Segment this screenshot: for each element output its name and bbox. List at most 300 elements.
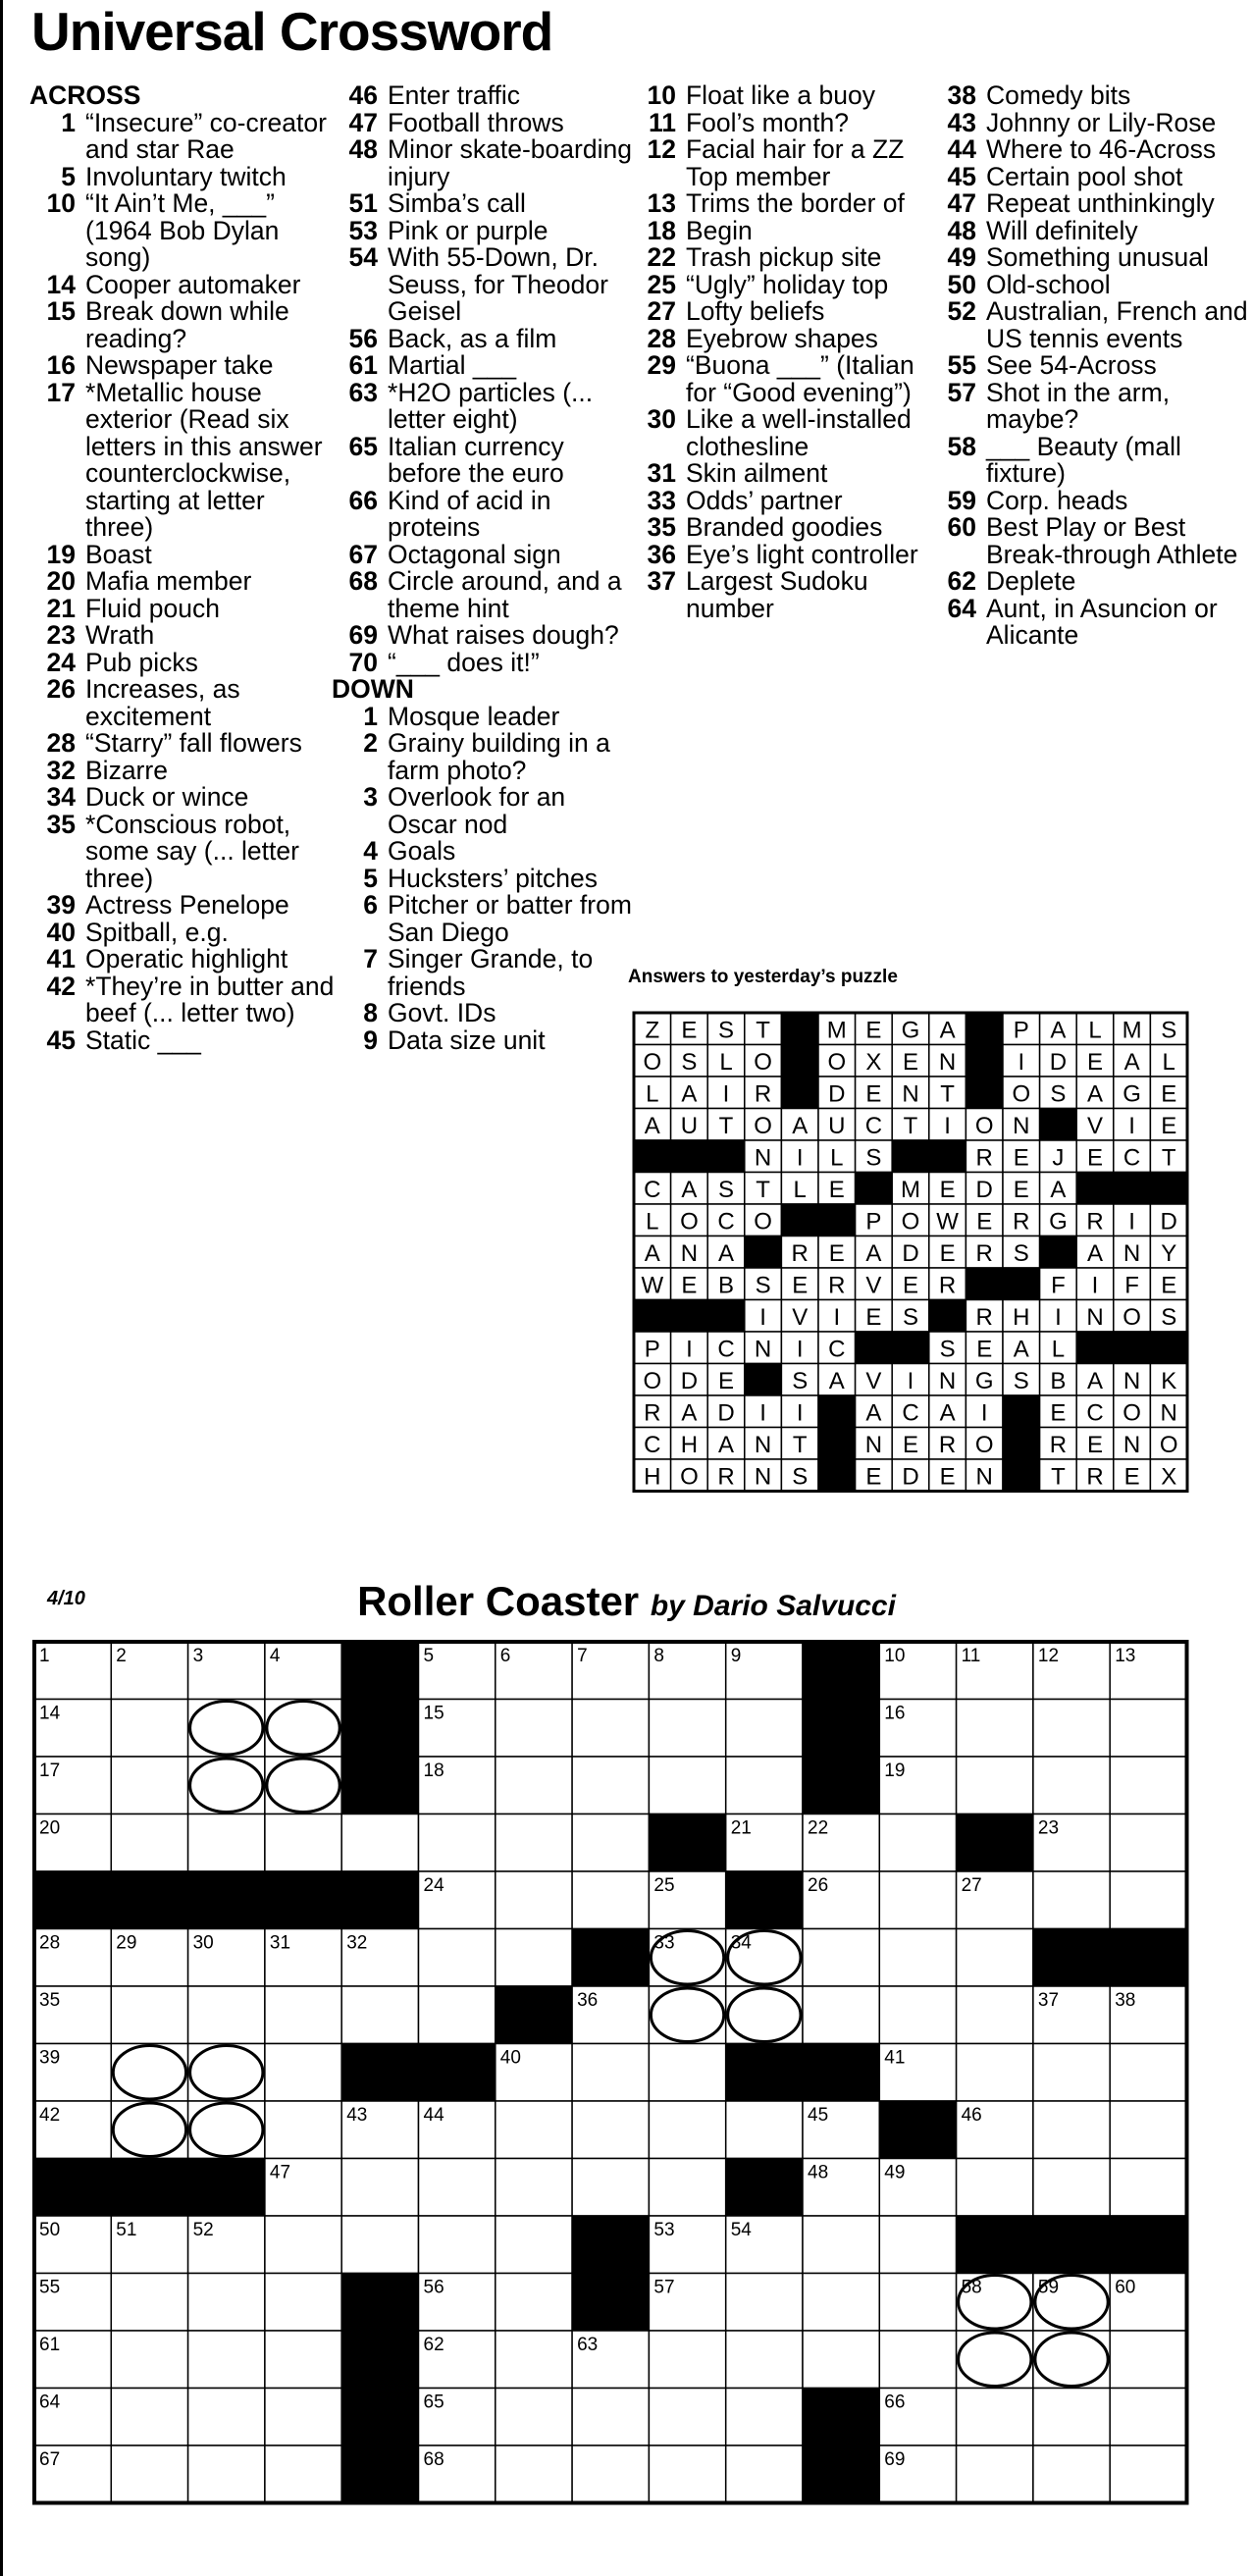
clue-number: 54 <box>348 242 378 272</box>
clue-text: Boast <box>85 539 152 569</box>
grid-number: 11 <box>961 1646 981 1666</box>
grid-number: 22 <box>808 1817 829 1839</box>
clue-number: 1 <box>61 107 76 137</box>
grid-number: 57 <box>653 2277 675 2298</box>
answer-letter: S <box>902 1303 919 1331</box>
clue-text: Singer Grande, to friends <box>388 944 594 1001</box>
clue <box>630 406 939 460</box>
clue-text: Italian currency before the euro <box>388 431 564 488</box>
clue <box>332 647 641 677</box>
grid-cell <box>649 1700 725 1758</box>
grid-cell <box>265 2216 341 2274</box>
grid-number: 64 <box>39 2392 61 2413</box>
page-title: Universal Crossword <box>31 1 553 62</box>
clue <box>630 269 939 299</box>
answer-letter: T <box>756 1017 770 1044</box>
clue <box>29 107 339 164</box>
answer-black-square <box>818 1428 856 1460</box>
clue-number: 51 <box>348 188 378 218</box>
clue-text: Like a well-installed clothesline <box>686 404 912 461</box>
answer-letter: G <box>1122 1080 1141 1108</box>
grid-cell <box>957 2389 1033 2446</box>
grid-cell <box>111 2389 187 2446</box>
clue <box>29 647 339 677</box>
grid-cell <box>726 2274 803 2332</box>
grid-cell <box>111 2445 187 2503</box>
answers-grid <box>632 1011 1197 1513</box>
answer-black-square <box>1003 1428 1040 1460</box>
grid-black-square <box>803 1757 879 1814</box>
grid-number: 47 <box>269 2162 291 2183</box>
clue-number: 56 <box>348 323 378 353</box>
clue-number: 34 <box>46 782 76 812</box>
clue <box>332 701 641 731</box>
grid-black-square <box>803 2389 879 2446</box>
clue-number: 17 <box>46 377 76 407</box>
clue-text: Pink or purple <box>388 215 548 245</box>
answer-black-square <box>781 1077 818 1109</box>
answer-letter: A <box>939 1399 956 1427</box>
grid-cell <box>188 2274 265 2332</box>
answer-black-square <box>671 1140 708 1173</box>
grid-cell <box>726 2331 803 2389</box>
grid-number: 36 <box>577 1990 599 2011</box>
clue-text: Back, as a film <box>388 323 557 353</box>
answer-black-square <box>1040 1109 1077 1141</box>
grid-number: 60 <box>1115 2277 1136 2298</box>
answer-letter: W <box>641 1272 664 1299</box>
answer-letter: X <box>865 1048 882 1076</box>
clue <box>29 539 339 569</box>
clue-number: 6 <box>363 890 378 920</box>
grid-number: 12 <box>1037 1646 1060 1666</box>
clue <box>332 215 641 245</box>
grid-number: 52 <box>192 2220 214 2240</box>
grid-number: 66 <box>884 2392 906 2413</box>
clue <box>630 568 939 622</box>
answer-letter: E <box>681 1272 698 1299</box>
grid-cell <box>265 1757 341 1814</box>
grid-cell <box>1110 1871 1186 1929</box>
answer-letter: O <box>827 1048 847 1076</box>
grid-number: 35 <box>39 1990 61 2011</box>
clue-text: “It Ain’t Me, ___” (1964 Bob Dylan song) <box>85 188 280 272</box>
clue-text: Repeat unthinkingly <box>986 188 1215 218</box>
grid-cell <box>1033 2044 1110 2102</box>
answer-letter: G <box>974 1367 994 1394</box>
clue-text: Trash pickup site <box>686 242 882 272</box>
grid-cell <box>879 1871 956 1929</box>
answer-letter: O <box>974 1112 994 1139</box>
clue <box>332 838 641 866</box>
grid-cell <box>572 1871 649 1929</box>
clue <box>332 244 641 326</box>
answer-letter: L <box>719 1048 733 1076</box>
clue <box>630 485 939 515</box>
answer-letter: F <box>1124 1272 1139 1299</box>
grid-number: 39 <box>39 2047 61 2069</box>
grid-number: 25 <box>653 1875 675 1896</box>
grid-cell <box>496 2274 572 2332</box>
clue-text: Fluid pouch <box>85 593 221 623</box>
grid-black-square <box>726 1871 803 1929</box>
clue-number: 39 <box>46 890 76 920</box>
clue-text: Duck or wince <box>85 782 249 812</box>
grid-number: 62 <box>423 2335 444 2355</box>
clue-number: 67 <box>348 539 378 569</box>
answer-letter: M <box>1122 1017 1142 1044</box>
grid-black-square <box>341 2044 418 2102</box>
clue-text: ___ Beauty (mall fixture) <box>986 431 1181 488</box>
clue <box>630 298 939 326</box>
grid-cell <box>572 2389 649 2446</box>
grid-cell <box>496 2101 572 2159</box>
grid-cell <box>496 1871 572 1929</box>
clue <box>29 973 339 1027</box>
clue-number: 28 <box>46 728 76 758</box>
grid-cell <box>341 1986 418 2044</box>
answer-letter: R <box>975 1303 993 1331</box>
clue-number: 22 <box>647 242 676 272</box>
grid-cell <box>1110 2389 1186 2446</box>
clue <box>332 946 641 1000</box>
answer-letter: E <box>828 1239 845 1267</box>
grid-number: 24 <box>423 1875 444 1896</box>
clue-number: 49 <box>947 242 976 272</box>
answer-letter: V <box>792 1303 809 1331</box>
grid-number: 4 <box>269 1646 281 1666</box>
clue-number: 14 <box>46 269 76 299</box>
answer-black-square <box>856 1173 893 1205</box>
clue-number: 15 <box>46 296 76 326</box>
grid-cell <box>111 1986 187 2044</box>
answer-letter: R <box>975 1144 993 1172</box>
answer-black-square <box>1076 1332 1114 1364</box>
clue-text: Goals <box>388 836 456 866</box>
clue-number: 62 <box>947 566 976 596</box>
answer-letter: N <box>1122 1431 1141 1458</box>
grid-cell <box>726 2445 803 2503</box>
grid-cell <box>1033 2445 1110 2503</box>
clue <box>930 514 1249 568</box>
grid-cell <box>879 1986 956 2044</box>
clue-number: 48 <box>947 215 976 245</box>
clue-number: 46 <box>348 80 378 110</box>
answer-letter: T <box>903 1112 918 1139</box>
answer-black-square <box>1114 1332 1151 1364</box>
answer-letter: N <box>1086 1303 1104 1331</box>
grid-black-square <box>419 2044 496 2102</box>
grid-number: 46 <box>961 2105 982 2126</box>
answer-letter: O <box>680 1463 699 1491</box>
clue <box>29 809 339 893</box>
clue-number: 13 <box>647 188 676 218</box>
clue <box>630 323 939 353</box>
answer-letter: L <box>830 1144 844 1172</box>
clue-number: 45 <box>947 161 976 191</box>
grid-cell <box>496 2159 572 2217</box>
grid-number: 18 <box>423 1761 444 1781</box>
answer-letter: O <box>754 1112 772 1139</box>
answer-letter: A <box>1123 1048 1140 1076</box>
grid-number: 69 <box>884 2449 906 2470</box>
grid-cell <box>1033 1700 1110 1758</box>
answer-black-square <box>966 1268 1003 1300</box>
grid-number: 49 <box>884 2162 906 2183</box>
clue-number: 3 <box>363 782 378 812</box>
answer-letter: A <box>865 1399 882 1427</box>
clue-number: 55 <box>947 350 976 380</box>
answer-letter: O <box>1122 1399 1141 1427</box>
answer-letter: L <box>1051 1336 1066 1363</box>
answer-letter: A <box>792 1112 809 1139</box>
grid-cell <box>1033 1757 1110 1814</box>
clue-text: Corp. heads <box>986 485 1128 515</box>
answer-letter: O <box>754 1048 772 1076</box>
answer-letter: A <box>717 1239 735 1267</box>
grid-cell <box>265 2331 341 2389</box>
answer-letter: C <box>828 1336 846 1363</box>
grid-black-square <box>649 1814 725 1872</box>
grid-cell <box>1110 1757 1186 1814</box>
grid-cell <box>649 2159 725 2217</box>
answer-letter: V <box>865 1272 882 1299</box>
clue-number: 2 <box>363 728 378 758</box>
clue <box>630 190 939 218</box>
grid-cell <box>111 1757 187 1814</box>
answer-black-square <box>892 1332 929 1364</box>
clue <box>630 514 939 542</box>
answer-letter: C <box>902 1399 919 1427</box>
grid-black-square <box>341 2389 418 2446</box>
clue-number: 47 <box>348 107 378 137</box>
clue <box>332 784 641 838</box>
answer-letter: D <box>717 1399 735 1427</box>
clue-number: 23 <box>46 620 76 650</box>
answer-letter: S <box>1013 1367 1029 1394</box>
grid-number: 29 <box>116 1932 137 1954</box>
grid-cell <box>496 2331 572 2389</box>
grid-number: 56 <box>423 2277 444 2298</box>
answer-letter: C <box>644 1431 661 1458</box>
answer-letter: N <box>1122 1239 1141 1267</box>
clue-text: Old-school <box>986 269 1111 299</box>
clue-number: 19 <box>46 539 76 569</box>
grid-black-square <box>803 1642 879 1700</box>
clue-text: Break down while reading? <box>85 296 289 353</box>
answer-letter: C <box>717 1208 735 1235</box>
grid-number: 41 <box>884 2047 906 2069</box>
clue <box>332 323 641 353</box>
answer-letter: S <box>1013 1239 1029 1267</box>
grid-number: 59 <box>1037 2277 1060 2298</box>
answer-black-square <box>671 1300 708 1333</box>
answer-letter: R <box>754 1080 772 1108</box>
answer-letter: I <box>686 1336 693 1363</box>
grid-cell <box>879 1929 956 1987</box>
clue <box>29 622 339 650</box>
answer-letter: A <box>681 1176 698 1203</box>
clue-text: Increases, as excitement <box>85 674 240 731</box>
puzzle-byline: by Dario Salvucci <box>650 1590 896 1622</box>
grid-number: 21 <box>730 1817 752 1839</box>
answer-letter: E <box>792 1272 809 1299</box>
clue-number: 5 <box>61 161 76 191</box>
clue-number: 16 <box>46 350 76 380</box>
grid-cell <box>649 2044 725 2102</box>
answer-letter: I <box>980 1399 988 1427</box>
clue-text: Aunt, in Asuncion or Alicante <box>986 593 1218 650</box>
clue <box>332 107 641 137</box>
clue-text: Static ___ <box>85 1025 201 1055</box>
grid-cell <box>957 1700 1033 1758</box>
grid-black-square <box>572 1929 649 1987</box>
grid-number: 55 <box>39 2277 61 2298</box>
answer-letter: I <box>1055 1303 1062 1331</box>
clue-number: 63 <box>348 377 378 407</box>
grid-cell <box>341 1814 418 1872</box>
clue <box>930 190 1249 218</box>
grid-cell <box>1110 2445 1186 2503</box>
answer-letter: A <box>865 1239 882 1267</box>
clue-text: Largest Sudoku number <box>686 566 868 623</box>
clue <box>29 1027 339 1055</box>
clue-number: 29 <box>647 350 676 380</box>
clue-number: 32 <box>46 755 76 785</box>
answer-black-square <box>1040 1236 1077 1269</box>
clue-text: Operatic highlight <box>85 944 288 973</box>
grid-cell <box>572 2445 649 2503</box>
clue-text: “Insecure” co-creator and star Rae <box>85 107 327 164</box>
grid-cell <box>726 2389 803 2446</box>
answer-letter: E <box>681 1017 698 1044</box>
clue-number: 12 <box>647 134 676 164</box>
answer-letter: R <box>1086 1208 1104 1235</box>
answer-letter: E <box>1086 1431 1104 1458</box>
clue <box>630 107 939 137</box>
grid-cell <box>957 1757 1033 1814</box>
answer-letter: C <box>864 1112 883 1139</box>
answer-letter: W <box>936 1208 959 1235</box>
grid-number: 23 <box>1037 1817 1060 1839</box>
grid-cell <box>419 1986 496 2044</box>
clue-text: Cooper automaker <box>85 269 301 299</box>
answer-letter: P <box>644 1336 660 1363</box>
grid-black-square <box>572 2216 649 2274</box>
grid-black-square <box>726 2044 803 2102</box>
answer-letter: I <box>759 1303 766 1331</box>
clue-number: 69 <box>348 620 378 650</box>
grid-cell <box>188 1757 265 1814</box>
answer-letter: D <box>828 1080 846 1108</box>
grid-cell <box>726 1757 803 1814</box>
grid-cell <box>726 1986 803 2044</box>
clue-column-4 <box>930 82 1249 650</box>
answer-letter: A <box>644 1112 660 1139</box>
answer-letter: H <box>1013 1303 1030 1331</box>
answer-letter: E <box>939 1176 956 1203</box>
answer-letter: B <box>717 1272 735 1299</box>
clue-number: 8 <box>363 998 378 1027</box>
answer-black-square <box>707 1140 745 1173</box>
grid-number: 40 <box>499 2047 521 2069</box>
answer-letter: I <box>796 1336 804 1363</box>
grid-cell <box>1110 2101 1186 2159</box>
answer-letter: E <box>1086 1144 1104 1172</box>
answer-letter: O <box>901 1208 920 1235</box>
answer-letter: I <box>944 1112 951 1139</box>
answer-letter: I <box>796 1399 804 1427</box>
answer-letter: S <box>865 1144 882 1172</box>
grid-number: 42 <box>39 2105 61 2126</box>
grid-number: 19 <box>884 1761 906 1781</box>
grid-cell <box>726 2101 803 2159</box>
answer-letter: A <box>1050 1017 1067 1044</box>
answer-black-square <box>1114 1173 1151 1205</box>
grid-number: 63 <box>577 2335 599 2355</box>
answers-label: Answers to yesterday’s puzzle <box>628 967 898 987</box>
clue-text: Float like a buoy <box>686 80 875 110</box>
grid-cell <box>111 2044 187 2102</box>
answer-letter: N <box>680 1239 699 1267</box>
answer-letter: E <box>1161 1272 1177 1299</box>
answer-letter: A <box>828 1367 845 1394</box>
clue-text: Data size unit <box>388 1025 546 1055</box>
answer-letter: L <box>646 1208 659 1235</box>
answer-letter: C <box>717 1336 735 1363</box>
clue-number: 65 <box>348 431 378 461</box>
answer-letter: I <box>1128 1112 1135 1139</box>
grid-cell <box>1033 2331 1110 2389</box>
answer-letter: A <box>717 1431 735 1458</box>
grid-number: 68 <box>423 2449 444 2470</box>
clue-text: *Metallic house exterior (Read six letters in this answer counterclockwise, starting at letter three) <box>85 377 323 542</box>
clue-text: Pitcher or batter from San Diego <box>388 890 632 947</box>
clue-text: Kind of acid in proteins <box>388 485 551 542</box>
answer-letter: U <box>828 1112 846 1139</box>
clue-text: Hucksters’ pitches <box>388 863 599 893</box>
grid-cell <box>957 1986 1033 2044</box>
down-heading: DOWN <box>332 674 414 704</box>
clue-number: 52 <box>947 296 976 326</box>
grid-cell <box>111 2101 187 2159</box>
answer-black-square <box>929 1140 966 1173</box>
grid-number: 65 <box>423 2392 444 2413</box>
clue-text: Enter traffic <box>388 80 521 110</box>
answer-letter: I <box>796 1144 804 1172</box>
answer-letter: R <box>938 1431 957 1458</box>
answer-letter: N <box>754 1144 772 1172</box>
clue-number: 9 <box>363 1025 378 1055</box>
answer-letter: O <box>754 1208 772 1235</box>
answer-letter: O <box>680 1208 699 1235</box>
grid-cell <box>803 2331 879 2389</box>
clue-number: 48 <box>348 134 378 164</box>
clue-text: Minor skate-boarding injury <box>388 134 632 191</box>
clue-column-2 <box>332 82 641 1054</box>
clue <box>930 82 1249 110</box>
clue-text: Certain pool shot <box>986 161 1183 191</box>
clue <box>630 539 939 569</box>
answer-letter: S <box>939 1336 956 1363</box>
clue <box>29 190 339 272</box>
answer-black-square <box>1003 1459 1040 1492</box>
answer-black-square <box>856 1332 893 1364</box>
clue <box>332 568 641 622</box>
answer-letter: C <box>1086 1399 1104 1427</box>
grid-cell <box>1033 2101 1110 2159</box>
answer-letter: M <box>901 1176 920 1203</box>
